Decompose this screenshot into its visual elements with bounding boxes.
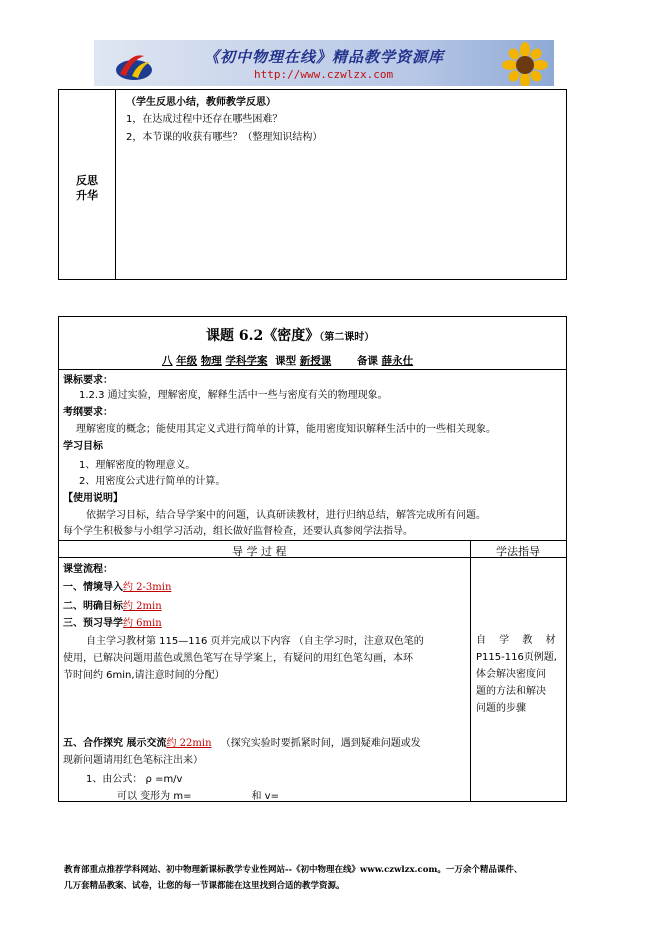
method-line-2: P115-116页例题, <box>476 652 557 663</box>
transform: 可以 变形为 m= 和 v= <box>117 791 279 802</box>
method-line-5: 问题的步骤 <box>476 703 526 714</box>
step-2: 二、明确目标约 2min <box>63 601 162 612</box>
banner-url[interactable]: http://www.czwlzx.com <box>254 68 394 81</box>
usage-text-1: 依据学习目标，结合导学案中的问题，认真研读教材，进行归纳总结，解答完成所有问题。 <box>86 510 486 521</box>
step-5-note: 现新问题请用红色笔标注出来） <box>63 755 203 766</box>
preview-line-3: 节时间约 6min,请注意时间的分配） <box>63 670 225 681</box>
reflection-question-1: 1，在达成过程中还存在哪些困难？ <box>126 114 283 125</box>
curriculum-text: 1.2.3 通过实验，理解密度，解释生活中一些与密度有关的物理现象。 <box>79 390 388 401</box>
method-line-3: 体会解决密度问 <box>476 669 546 680</box>
banner-title: 《初中物理在线》精品教学资源库 <box>204 48 445 66</box>
usage-text-2: 每个学生积极参与小组学习活动，组长做好监督检查，还要认真参阅学法指导。 <box>63 526 413 537</box>
goals-heading: 学习目标 <box>63 441 103 452</box>
lesson-title: 课题 6.2《密度》（第二课时） <box>206 328 375 344</box>
col-process: 导 学 过 程 <box>232 545 287 558</box>
footer-line-1: 教育部重点推荐学科网站、初中物理新课标教学专业性网站--《初中物理在线》www.czwlzx.com。一万余个精品课件、 <box>64 865 523 875</box>
preview-line-2: 使用，已解决问题用蓝色或黑色笔写在导学案上，有疑问的用红色笔勾画，本环 <box>63 653 413 664</box>
lesson-info: 八 年级 物理 学科学案 课型 新授课 备课 薛永仕 <box>162 355 414 367</box>
flow-heading: 课堂流程： <box>63 564 113 575</box>
step-1: 一、情境导入约 2-3min <box>63 582 172 593</box>
sunflower-icon <box>502 42 548 86</box>
col-method: 学法指导 <box>496 545 540 558</box>
usage-heading: 【使用说明】 <box>63 493 123 504</box>
footer-line-2: 几万套精品教案、试卷，让您的每一节课都能在这里找到合适的教学资源。 <box>64 881 345 891</box>
reflection-heading: （学生反思小结，教师教学反思） <box>126 97 276 108</box>
reflection-question-2: 2，本节课的收获有哪些？（整理知识结构） <box>126 132 323 143</box>
exam-heading: 考纲要求： <box>63 407 113 418</box>
logo-icon <box>114 48 154 84</box>
method-line-4: 题的方法和解决 <box>476 686 546 697</box>
method-line-1: 自 学 教 材 <box>476 635 561 646</box>
reflection-label-1: 反思 <box>76 174 98 187</box>
page-footer <box>64 862 604 894</box>
step-3: 三、预习导学约 6min <box>63 618 162 629</box>
exam-text: 理解密度的概念；能使用其定义式进行简单的计算，能用密度知识解释生活中的一些相关现象。 <box>76 424 496 435</box>
formula: 1、由公式： ρ =m/v <box>86 774 183 785</box>
header-banner <box>94 40 554 86</box>
goal-2: 2、用密度公式进行简单的计算。 <box>79 476 226 487</box>
curriculum-heading: 课标要求： <box>63 375 113 386</box>
reflection-label-2: 升华 <box>76 189 98 202</box>
step-5: 五、合作探究 展示交流约 22min （探究实验时要抓紧时间，遇到疑难问题或发 <box>63 738 421 749</box>
preview-line-1: 自主学习教材第 115—116 页并完成以下内容 （自主学习时，注意双色笔的 <box>86 636 424 647</box>
goal-1: 1、理解密度的物理意义。 <box>79 460 196 471</box>
